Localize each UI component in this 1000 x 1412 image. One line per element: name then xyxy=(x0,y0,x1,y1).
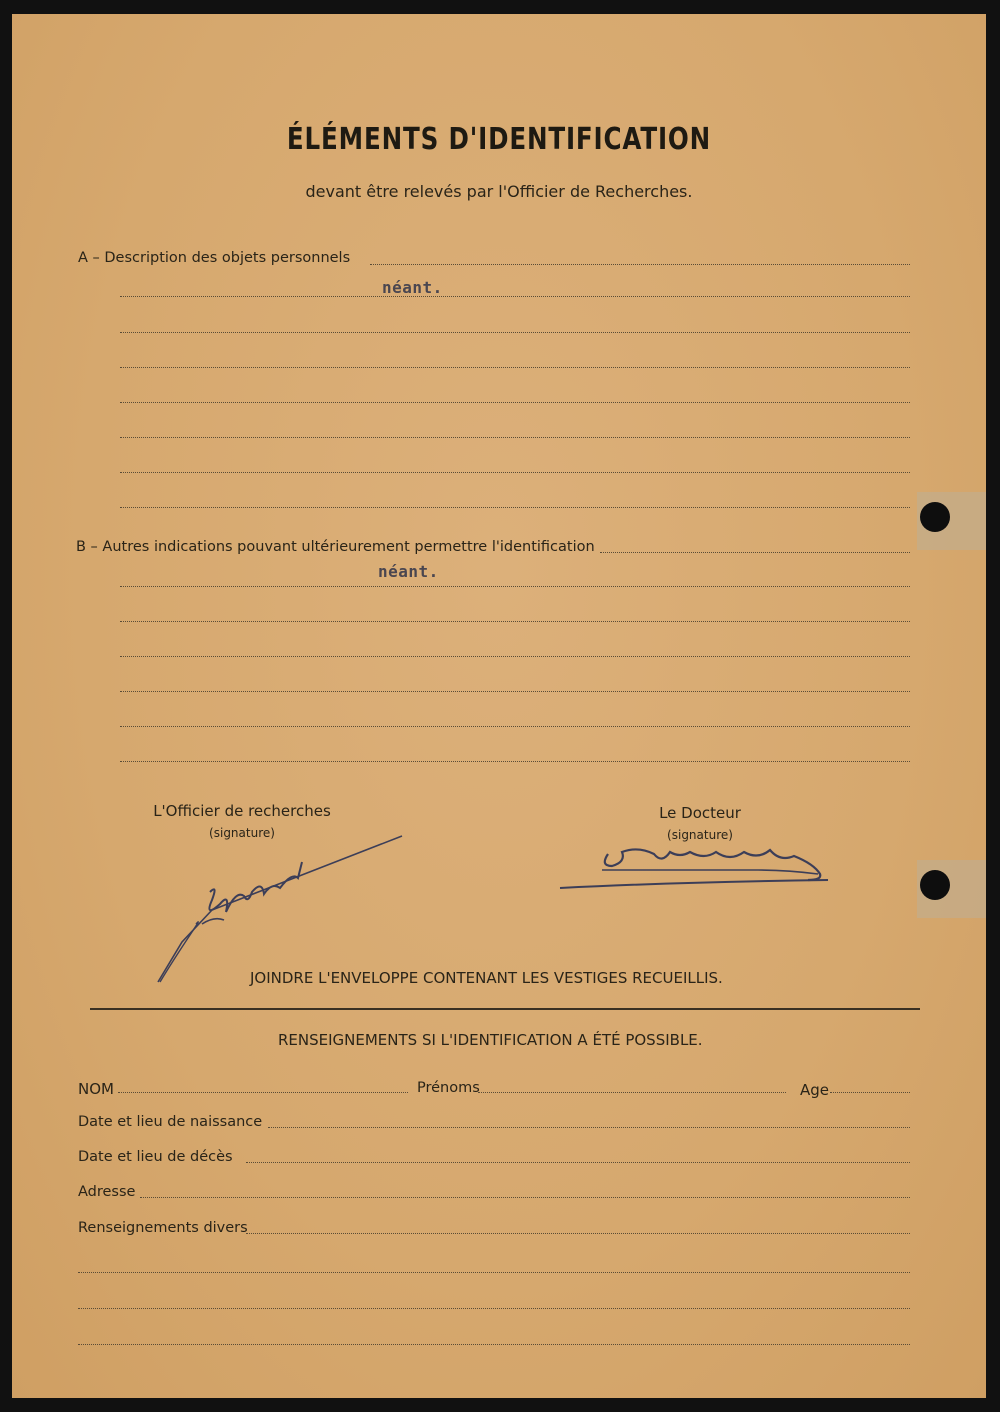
section-a-line-8[interactable] xyxy=(120,507,910,508)
punch-hole-top xyxy=(920,502,950,532)
section-b-line-6[interactable] xyxy=(120,726,910,727)
divers-field-2[interactable] xyxy=(78,1272,910,1273)
form-page xyxy=(12,14,986,1398)
prenoms-field[interactable] xyxy=(478,1092,786,1093)
adresse-label: Adresse xyxy=(78,1184,136,1200)
punch-hole-bottom xyxy=(920,870,950,900)
section-a-typed-value: néant. xyxy=(382,278,443,297)
doctor-signature-block xyxy=(600,804,800,842)
divers-field-3[interactable] xyxy=(78,1308,910,1309)
divers-label: Renseignements divers xyxy=(78,1220,248,1236)
section-b-line-1[interactable] xyxy=(600,552,910,553)
section-b-line-7[interactable] xyxy=(120,761,910,762)
naissance-label: Date et lieu de naissance xyxy=(78,1114,263,1130)
section-b-line-4[interactable] xyxy=(120,656,910,657)
section-b-line-3[interactable] xyxy=(120,621,910,622)
envelope-instruction: JOINDRE L'ENVELOPPE CONTENANT LES VESTIGES RECUEILLIS. xyxy=(250,969,723,987)
form-subtitle: devant être relevés par l'Officier de Recherches. xyxy=(305,182,693,201)
doctor-signature-sub: (signature) xyxy=(667,828,733,842)
section-a-line-5[interactable] xyxy=(120,402,910,403)
nom-label: NOM xyxy=(78,1080,114,1098)
section-a-line-6[interactable] xyxy=(120,437,910,438)
section-a-label: A – Description des objets personnels xyxy=(78,250,351,266)
age-field[interactable] xyxy=(830,1092,910,1093)
section-a-line-7[interactable] xyxy=(120,472,910,473)
adresse-field[interactable] xyxy=(140,1197,910,1198)
officer-signature-sub: (signature) xyxy=(209,826,275,840)
officer-signature-title: L'Officier de recherches xyxy=(153,802,331,820)
section-b-line-2[interactable] xyxy=(120,586,910,587)
officer-signature-scribble xyxy=(152,832,412,992)
section-b-line-5[interactable] xyxy=(120,691,910,692)
doctor-signature-title: Le Docteur xyxy=(659,804,741,822)
section-a-line-2[interactable] xyxy=(120,296,910,297)
nom-field[interactable] xyxy=(118,1092,408,1093)
doctor-signature-scribble xyxy=(558,840,848,900)
section-a-line-1[interactable] xyxy=(370,264,910,265)
divers-field-4[interactable] xyxy=(78,1344,910,1345)
section-a-line-3[interactable] xyxy=(120,332,910,333)
section-divider xyxy=(90,1008,920,1010)
section-a-line-4[interactable] xyxy=(120,367,910,368)
age-label: Age xyxy=(800,1081,830,1099)
identification-heading: RENSEIGNEMENTS SI L'IDENTIFICATION A ÉTÉ POSSIBLE. xyxy=(278,1031,703,1049)
form-title: ÉLÉMENTS D'IDENTIFICATION xyxy=(286,122,712,157)
naissance-field[interactable] xyxy=(268,1127,910,1128)
deces-field[interactable] xyxy=(246,1162,910,1163)
section-b-label: B – Autres indications pouvant ultérieurement permettre l'identification xyxy=(76,539,595,555)
section-b-typed-value: néant. xyxy=(378,562,439,581)
divers-field-1[interactable] xyxy=(246,1233,910,1234)
prenoms-label: Prénoms xyxy=(417,1080,480,1096)
deces-label: Date et lieu de décès xyxy=(78,1149,233,1165)
